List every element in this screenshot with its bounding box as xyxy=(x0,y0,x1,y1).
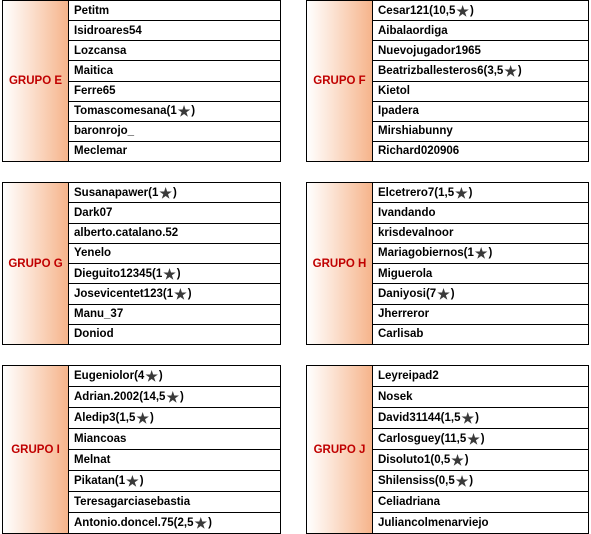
player-name: Susanapawer xyxy=(74,186,149,199)
player-row: Dieguito12345 ( 1 ★ ) xyxy=(69,264,280,284)
group-label: GRUPO I xyxy=(3,366,69,533)
player-row: Elcetrero7 ( 1,5 ★ ) xyxy=(373,183,588,203)
player-name: Aibalaordiga xyxy=(378,24,448,37)
player-name: Eugeniolor xyxy=(74,370,135,382)
player-name: Maitica xyxy=(74,64,113,77)
player-row: Pikatan ( 1 ★ ) xyxy=(69,471,280,492)
player-list xyxy=(69,1,280,161)
star-count: 1 xyxy=(152,186,159,199)
star-count: 4 xyxy=(137,370,145,382)
player-row xyxy=(69,142,280,161)
group-label: GRUPO G xyxy=(3,183,69,344)
star-count: 3,5 xyxy=(487,64,504,77)
star-icon: ★ xyxy=(145,368,158,384)
star-icon: ★ xyxy=(166,389,179,405)
player-row xyxy=(69,492,280,513)
group-label: GRUPO J xyxy=(307,366,373,533)
player-row xyxy=(69,1,280,21)
player-list xyxy=(373,183,588,344)
player-row: Antonio.doncel.75 ( 2,5 ★ ) xyxy=(74,515,212,531)
star-count: 1,5 xyxy=(119,412,136,424)
player-row: Cesar121 ( 10,5 ★ ) xyxy=(373,1,588,21)
star-icon: ★ xyxy=(455,473,469,489)
player-row xyxy=(373,224,588,244)
player-name: Mariagobiernos xyxy=(378,247,464,260)
player-name: Shilensiss xyxy=(378,475,435,487)
player-name: Dieguito12345 xyxy=(74,267,152,280)
star-count: 0,5 xyxy=(434,454,451,466)
player-row xyxy=(69,325,280,344)
player-row xyxy=(69,122,280,142)
player-list xyxy=(373,1,588,161)
player-name: Carlisab xyxy=(378,328,424,341)
player-row xyxy=(69,203,280,223)
player-row xyxy=(373,21,588,41)
star-icon: ★ xyxy=(159,184,172,201)
player-list xyxy=(69,366,280,533)
player-name: Manu_37 xyxy=(74,308,124,321)
star-count: 7 xyxy=(429,287,437,300)
player-row xyxy=(373,513,588,533)
star-icon: ★ xyxy=(451,452,464,468)
player-row xyxy=(373,492,588,513)
player-row xyxy=(373,142,588,161)
player-name: krisdevalnoor xyxy=(378,227,454,240)
star-count: 1 xyxy=(166,287,174,300)
player-row: Susanapawer ( 1 ★ ) xyxy=(69,183,280,203)
player-row xyxy=(373,203,588,223)
player-name: Celiadriana xyxy=(378,496,440,508)
player-row xyxy=(69,61,280,81)
star-icon: ★ xyxy=(174,285,187,302)
player-name: Cesar121 xyxy=(378,4,430,17)
star-icon: ★ xyxy=(461,410,475,426)
player-name: Isidroares54 xyxy=(74,24,142,37)
player-name: Adrian.2002 xyxy=(74,391,140,403)
player-row: Beatrizballesteros6 ( 3,5 ★ ) xyxy=(373,61,588,81)
star-icon: ★ xyxy=(504,62,517,79)
star-count: 14,5 xyxy=(143,391,166,403)
player-row xyxy=(373,41,588,61)
star-count: 10,5 xyxy=(433,4,456,17)
player-row: David31144 ( 1,5 ★ ) xyxy=(373,408,588,429)
player-row: Daniyosi ( 7 ★ ) xyxy=(373,284,588,304)
star-icon: ★ xyxy=(437,285,450,302)
player-name: Petitm xyxy=(74,4,110,17)
star-icon: ★ xyxy=(126,473,139,489)
star-count: 1 xyxy=(155,267,163,280)
group-table xyxy=(306,365,589,534)
star-icon: ★ xyxy=(136,410,149,426)
player-row: Tomascomesana ( 1 ★ ) xyxy=(69,102,280,122)
star-icon: ★ xyxy=(467,431,480,447)
star-count: 1 xyxy=(467,247,474,260)
player-name: David31144 xyxy=(378,412,441,424)
group-label: GRUPO H xyxy=(307,183,373,344)
player-name: Beatrizballesteros6 xyxy=(378,64,484,77)
player-name: Richard020906 xyxy=(378,145,460,158)
player-row xyxy=(373,264,588,284)
player-row xyxy=(373,122,588,142)
player-name: Leyreipad2 xyxy=(378,370,439,382)
player-name: Nosek xyxy=(378,391,413,403)
player-name: Miguerola xyxy=(378,267,433,280)
player-name: baronrojo_ xyxy=(74,125,135,138)
player-name: Ipadera xyxy=(378,105,419,118)
player-row xyxy=(69,21,280,41)
player-row xyxy=(69,429,280,450)
player-name: Ferre65 xyxy=(74,85,116,98)
player-name: Josevicentet123 xyxy=(74,287,163,300)
player-list xyxy=(373,366,588,533)
player-name: Juliancolmenarviejo xyxy=(378,517,489,529)
player-name: Antonio.doncel.75 xyxy=(74,517,174,529)
player-name: Lozcansa xyxy=(74,44,127,57)
star-count: 2,5 xyxy=(177,517,194,529)
star-count: 0,5 xyxy=(438,475,455,487)
player-name: Yenelo xyxy=(74,247,112,260)
player-name: Jherreror xyxy=(378,308,430,321)
player-name: alberto.catalano.52 xyxy=(74,227,179,240)
player-row: Eugeniolor ( 4 ★ ) xyxy=(69,366,280,387)
group-label: GRUPO E xyxy=(3,1,69,161)
player-name: Miancoas xyxy=(74,433,127,445)
player-row xyxy=(69,244,280,264)
star-count: 1 xyxy=(170,105,177,118)
player-row xyxy=(373,82,588,102)
player-name: Carlosguey xyxy=(378,433,441,445)
group-table xyxy=(306,0,589,162)
player-name: Mirshiabunny xyxy=(378,125,453,138)
group-table xyxy=(2,182,281,345)
star-count: 1,5 xyxy=(444,412,461,424)
star-icon: ★ xyxy=(474,245,488,262)
group-table xyxy=(306,182,589,345)
player-name: Disoluto1 xyxy=(378,454,431,466)
player-row xyxy=(69,305,280,325)
player-list xyxy=(69,183,280,344)
player-name: Aledip3 xyxy=(74,412,116,424)
star-icon: ★ xyxy=(177,103,191,120)
player-name: Doniod xyxy=(74,328,114,341)
star-icon: ★ xyxy=(456,2,469,19)
player-row: Carlosguey ( 11,5 ★ ) xyxy=(373,429,588,450)
player-row xyxy=(69,82,280,102)
group-table xyxy=(2,0,281,162)
player-row xyxy=(373,366,588,387)
player-name: Tomascomesana xyxy=(74,105,167,118)
player-row xyxy=(69,224,280,244)
player-row xyxy=(373,325,588,344)
player-name: Kietol xyxy=(378,85,410,98)
player-name: Pikatan xyxy=(74,475,115,487)
player-name: Ivandando xyxy=(378,206,436,219)
star-icon: ★ xyxy=(163,265,176,282)
star-count: 1,5 xyxy=(438,186,455,199)
player-row xyxy=(373,387,588,408)
star-count: 11,5 xyxy=(444,433,467,445)
player-row: Adrian.2002 ( 14,5 ★ ) xyxy=(69,387,280,408)
player-name: Nuevojugador1965 xyxy=(378,44,481,57)
player-row: Disoluto1 ( 0,5 ★ ) xyxy=(373,450,588,471)
player-row xyxy=(69,41,280,61)
player-row xyxy=(373,305,588,325)
group-table xyxy=(2,365,281,534)
player-name: Elcetrero7 xyxy=(378,186,435,199)
star-icon: ★ xyxy=(455,184,468,201)
star-count: 1 xyxy=(118,475,126,487)
player-name: Teresagarciasebastia xyxy=(74,496,191,508)
star-icon: ★ xyxy=(194,515,208,531)
player-name: Daniyosi xyxy=(378,287,426,300)
player-name: Meclemar xyxy=(74,145,128,158)
player-row: Josevicentet123 ( 1 ★ ) xyxy=(69,284,280,304)
player-row xyxy=(373,102,588,122)
player-row xyxy=(69,450,280,471)
player-name: Melnat xyxy=(74,454,111,466)
player-name: Dark07 xyxy=(74,206,113,219)
player-row: Aledip3 ( 1,5 ★ ) xyxy=(69,408,280,429)
group-label: GRUPO F xyxy=(307,1,373,161)
player-row: Shilensiss ( 0,5 ★ ) xyxy=(373,471,588,492)
player-row: Mariagobiernos ( 1 ★ ) xyxy=(373,244,588,264)
